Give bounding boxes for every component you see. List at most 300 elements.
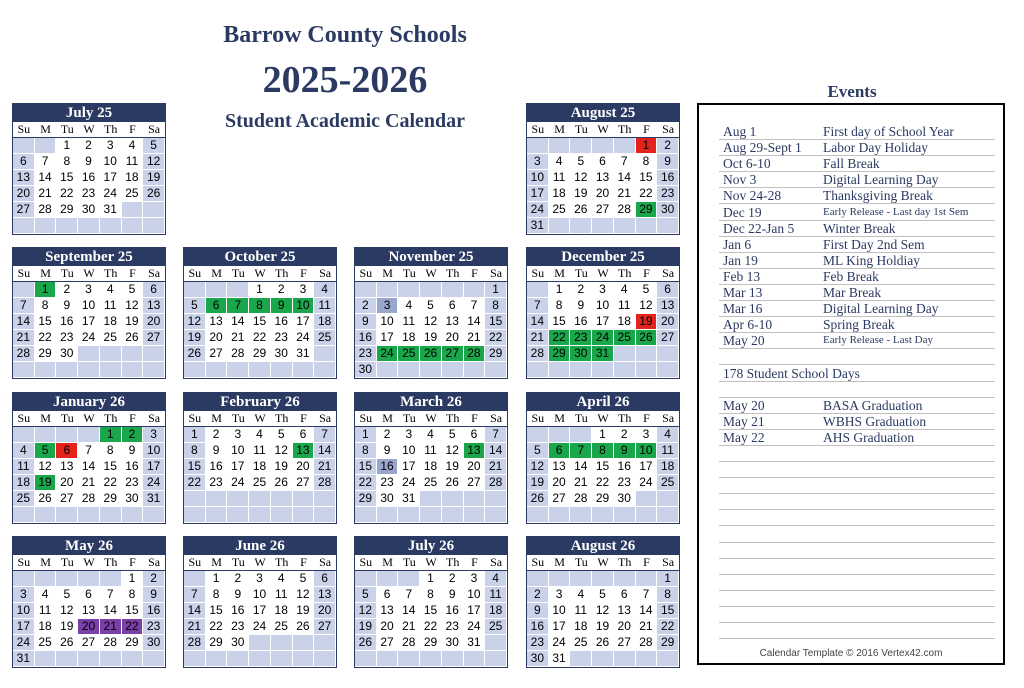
weekday-header-row (184, 266, 336, 282)
blank-line (719, 477, 995, 478)
event-description: ML King Holdiay (823, 252, 920, 268)
month-august-25 (526, 103, 680, 235)
month-header: July 25 (13, 104, 165, 122)
weekday-label: M (554, 555, 565, 569)
day-cell: 21 (614, 186, 636, 202)
empty-cell (614, 651, 636, 667)
day-cell: 25 (100, 330, 122, 346)
empty-cell (314, 507, 336, 523)
day-cell: 13 (293, 443, 315, 459)
day-cell: 3 (527, 154, 549, 170)
day-cell: 15 (657, 603, 679, 619)
weekday-label: W (425, 266, 437, 280)
template-credit: Calendar Template © 2016 Vertex42.com (759, 648, 943, 659)
day-cell: 25 (314, 330, 336, 346)
day-cell: 25 (13, 491, 35, 507)
day-cell: 10 (398, 443, 420, 459)
day-cell: 21 (314, 459, 336, 475)
day-cell: 3 (78, 282, 100, 298)
weekday-label: M (211, 266, 222, 280)
day-cell: 13 (143, 298, 165, 314)
day-cell: 3 (377, 298, 399, 314)
day-cell: 31 (398, 491, 420, 507)
day-cell: 27 (206, 346, 228, 362)
day-cell: 14 (100, 603, 122, 619)
event-description: WBHS Graduation (823, 413, 927, 429)
day-cell: 21 (78, 475, 100, 491)
weekday-label: Su (531, 555, 545, 569)
day-cell: 6 (657, 282, 679, 298)
day-cell: 22 (35, 330, 57, 346)
day-cell: 23 (78, 186, 100, 202)
day-cell: 18 (122, 170, 144, 186)
empty-cell (249, 651, 271, 667)
event-date: Aug 29-Sept 1 (723, 140, 802, 156)
event-date: Oct 6-10 (723, 156, 771, 172)
day-cell: 18 (614, 314, 636, 330)
weekday-label: Tu (231, 266, 245, 280)
weekday-label: W (254, 266, 266, 280)
weekday-label: F (129, 266, 136, 280)
empty-cell (355, 571, 377, 587)
empty-cell (592, 362, 614, 378)
month-header: August 26 (527, 537, 679, 555)
day-cell: 11 (657, 443, 679, 459)
empty-cell (549, 218, 571, 234)
day-cell: 24 (78, 330, 100, 346)
weekday-label: F (643, 411, 650, 425)
day-cell: 19 (442, 459, 464, 475)
day-cell: 28 (13, 346, 35, 362)
blank-line (719, 558, 995, 559)
day-cell: 14 (78, 459, 100, 475)
day-cell: 8 (184, 443, 206, 459)
day-cell: 29 (485, 346, 507, 362)
day-cell: 23 (442, 619, 464, 635)
day-cell: 5 (184, 298, 206, 314)
day-cell: 28 (570, 491, 592, 507)
empty-cell (184, 362, 206, 378)
day-cell: 23 (570, 330, 592, 346)
day-cell: 18 (570, 619, 592, 635)
day-cell: 3 (13, 587, 35, 603)
empty-cell (184, 507, 206, 523)
empty-cell (13, 138, 35, 154)
day-cell: 5 (636, 282, 658, 298)
day-cell: 27 (314, 619, 336, 635)
weekday-header-row (355, 555, 507, 571)
day-cell: 15 (122, 603, 144, 619)
event-description: First day of School Year (823, 124, 954, 139)
day-cell: 20 (206, 330, 228, 346)
empty-cell (100, 571, 122, 587)
day-cell: 29 (35, 346, 57, 362)
day-cell: 8 (122, 587, 144, 603)
empty-cell (227, 491, 249, 507)
day-cell: 26 (355, 635, 377, 651)
day-cell: 8 (657, 587, 679, 603)
day-cell: 25 (122, 186, 144, 202)
day-cell: 13 (314, 587, 336, 603)
empty-cell (636, 491, 658, 507)
weekday-label: F (471, 266, 478, 280)
month-header: November 25 (355, 248, 507, 266)
weekday-label: W (597, 411, 609, 425)
weekday-label: Sa (319, 411, 332, 425)
day-cell: 31 (527, 218, 549, 234)
empty-cell (355, 507, 377, 523)
event-date: Mar 13 (723, 285, 763, 300)
day-cell: 24 (293, 330, 315, 346)
weekday-label: Tu (402, 411, 416, 425)
day-grid (355, 571, 507, 667)
day-cell: 2 (570, 282, 592, 298)
weekday-label: Tu (574, 266, 588, 280)
weekday-header-row (13, 266, 165, 282)
weekday-label: Th (618, 411, 632, 425)
district-title: Barrow County Schools (223, 22, 467, 48)
empty-cell (293, 362, 315, 378)
day-cell: 22 (485, 330, 507, 346)
day-cell: 10 (293, 298, 315, 314)
school-days-summary (719, 365, 995, 382)
weekday-header-row (527, 411, 679, 427)
day-cell: 7 (35, 154, 57, 170)
weekday-label: W (597, 266, 609, 280)
day-cell: 24 (464, 619, 486, 635)
empty-cell (35, 427, 57, 443)
day-cell: 1 (249, 282, 271, 298)
day-cell: 29 (636, 202, 658, 218)
day-grid (13, 427, 165, 523)
day-cell: 26 (420, 346, 442, 362)
day-cell: 9 (377, 443, 399, 459)
day-cell: 7 (398, 587, 420, 603)
empty-cell (143, 362, 165, 378)
event-description: AHS Graduation (823, 429, 915, 445)
day-cell: 17 (527, 186, 549, 202)
day-cell: 20 (614, 619, 636, 635)
empty-cell (570, 138, 592, 154)
day-cell: 29 (122, 635, 144, 651)
month-header: July 26 (355, 537, 507, 555)
weekday-label: W (597, 122, 609, 136)
day-grid (184, 282, 336, 378)
weekday-label: F (471, 411, 478, 425)
day-cell: 23 (355, 346, 377, 362)
day-cell: 10 (549, 603, 571, 619)
month-header: May 26 (13, 537, 165, 555)
day-cell: 27 (13, 202, 35, 218)
weekday-label: Su (531, 411, 545, 425)
day-cell: 23 (377, 475, 399, 491)
day-cell: 12 (293, 587, 315, 603)
day-cell: 17 (549, 619, 571, 635)
day-cell: 12 (143, 154, 165, 170)
empty-cell (100, 218, 122, 234)
empty-cell (614, 346, 636, 362)
weekday-label: Su (188, 555, 202, 569)
day-cell: 31 (592, 346, 614, 362)
weekday-label: Su (17, 122, 31, 136)
blank-line (719, 493, 995, 494)
day-cell: 10 (377, 314, 399, 330)
event-date: May 21 (723, 413, 765, 429)
empty-cell (314, 651, 336, 667)
weekday-label: M (382, 555, 393, 569)
day-cell: 9 (614, 443, 636, 459)
blank-line (719, 509, 995, 510)
event-row (719, 236, 995, 253)
day-cell: 7 (464, 298, 486, 314)
month-july-26 (354, 536, 508, 668)
empty-cell (78, 651, 100, 667)
day-cell: 31 (549, 651, 571, 667)
day-cell: 4 (249, 427, 271, 443)
day-cell: 26 (143, 186, 165, 202)
empty-cell (420, 362, 442, 378)
day-cell: 2 (377, 427, 399, 443)
day-cell: 24 (398, 475, 420, 491)
weekday-label: M (211, 411, 222, 425)
event-date: Jan 6 (723, 236, 752, 252)
day-cell: 24 (227, 475, 249, 491)
day-cell: 8 (56, 154, 78, 170)
day-cell: 14 (35, 170, 57, 186)
day-cell: 4 (420, 427, 442, 443)
day-cell: 22 (420, 619, 442, 635)
event-date: May 20 (723, 333, 765, 349)
day-cell: 27 (377, 635, 399, 651)
empty-cell (527, 427, 549, 443)
day-cell: 19 (293, 603, 315, 619)
empty-cell (35, 507, 57, 523)
day-cell: 19 (143, 170, 165, 186)
day-cell: 28 (614, 202, 636, 218)
event-row (719, 155, 995, 172)
weekday-label: Tu (60, 266, 74, 280)
empty-cell (271, 635, 293, 651)
weekday-label: F (300, 555, 307, 569)
month-february-26 (183, 392, 337, 524)
empty-cell (636, 651, 658, 667)
day-cell: 2 (143, 571, 165, 587)
day-cell: 12 (442, 443, 464, 459)
event-date: Aug 1 (723, 124, 757, 139)
day-cell: 20 (293, 459, 315, 475)
day-cell: 22 (592, 475, 614, 491)
empty-cell (570, 651, 592, 667)
day-cell: 22 (249, 330, 271, 346)
day-cell: 5 (442, 427, 464, 443)
weekday-label: Sa (319, 266, 332, 280)
month-header: October 25 (184, 248, 336, 266)
day-cell: 18 (549, 186, 571, 202)
day-cell: 16 (227, 603, 249, 619)
empty-cell (143, 346, 165, 362)
day-cell: 18 (657, 459, 679, 475)
event-date: Jan 19 (723, 252, 758, 268)
day-cell: 5 (56, 587, 78, 603)
empty-cell (614, 138, 636, 154)
weekday-label: F (300, 266, 307, 280)
month-header: August 25 (527, 104, 679, 122)
empty-cell (314, 346, 336, 362)
day-cell: 12 (35, 459, 57, 475)
day-cell: 18 (35, 619, 57, 635)
day-cell: 25 (549, 202, 571, 218)
day-cell: 12 (636, 298, 658, 314)
day-cell: 11 (100, 298, 122, 314)
empty-cell (78, 218, 100, 234)
month-header: March 26 (355, 393, 507, 411)
empty-cell (227, 507, 249, 523)
day-cell: 11 (420, 443, 442, 459)
empty-cell (377, 282, 399, 298)
empty-cell (377, 507, 399, 523)
empty-cell (355, 282, 377, 298)
day-cell: 12 (56, 603, 78, 619)
event-date: Dec 19 (723, 204, 762, 220)
day-grid (355, 282, 507, 378)
day-cell: 14 (184, 603, 206, 619)
weekday-label: Sa (148, 555, 161, 569)
day-cell: 29 (657, 635, 679, 651)
day-cell: 27 (143, 330, 165, 346)
event-row (719, 171, 995, 188)
day-grid (184, 427, 336, 523)
day-cell: 7 (314, 427, 336, 443)
empty-cell (78, 362, 100, 378)
empty-cell (78, 346, 100, 362)
day-cell: 28 (227, 346, 249, 362)
empty-cell (377, 362, 399, 378)
day-cell: 19 (636, 314, 658, 330)
empty-cell (35, 651, 57, 667)
month-october-25 (183, 247, 337, 379)
weekday-label: Th (275, 555, 289, 569)
day-cell: 31 (464, 635, 486, 651)
event-row (719, 316, 995, 333)
day-cell: 15 (249, 314, 271, 330)
event-description: Feb Break (823, 268, 879, 284)
month-header: June 26 (184, 537, 336, 555)
empty-cell (570, 218, 592, 234)
day-cell: 18 (398, 330, 420, 346)
day-cell: 19 (355, 619, 377, 635)
day-cell: 12 (527, 459, 549, 475)
day-cell: 25 (35, 635, 57, 651)
empty-cell (592, 218, 614, 234)
day-cell: 13 (657, 298, 679, 314)
weekday-label: M (40, 411, 51, 425)
weekday-label: Tu (574, 555, 588, 569)
day-cell: 1 (100, 427, 122, 443)
day-cell: 24 (377, 346, 399, 362)
empty-cell (614, 362, 636, 378)
weekday-label: W (425, 555, 437, 569)
empty-cell (442, 491, 464, 507)
day-cell: 6 (78, 587, 100, 603)
empty-cell (485, 651, 507, 667)
day-grid (527, 427, 679, 523)
weekday-label: Tu (231, 411, 245, 425)
day-cell: 8 (485, 298, 507, 314)
day-cell: 30 (122, 491, 144, 507)
empty-cell (143, 202, 165, 218)
empty-cell (271, 491, 293, 507)
day-cell: 29 (56, 202, 78, 218)
weekday-label: Sa (490, 411, 503, 425)
day-cell: 25 (249, 475, 271, 491)
day-cell: 13 (614, 603, 636, 619)
empty-cell (485, 491, 507, 507)
weekday-label: Sa (662, 266, 675, 280)
day-cell: 2 (271, 282, 293, 298)
day-cell: 15 (206, 603, 228, 619)
day-cell: 10 (100, 154, 122, 170)
day-cell: 16 (377, 459, 399, 475)
weekday-label: Tu (574, 411, 588, 425)
day-cell: 13 (78, 603, 100, 619)
empty-cell (206, 651, 228, 667)
event-date: May 20 (723, 397, 765, 413)
day-cell: 24 (592, 330, 614, 346)
empty-cell (56, 651, 78, 667)
weekday-label: Sa (662, 555, 675, 569)
day-cell: 14 (527, 314, 549, 330)
day-cell: 3 (464, 571, 486, 587)
empty-cell (527, 138, 549, 154)
day-cell: 3 (249, 571, 271, 587)
month-june-26 (183, 536, 337, 668)
day-cell: 17 (293, 314, 315, 330)
empty-cell (592, 571, 614, 587)
day-cell: 20 (657, 314, 679, 330)
weekday-label: F (129, 122, 136, 136)
day-cell: 1 (485, 282, 507, 298)
day-cell: 2 (56, 282, 78, 298)
day-cell: 28 (398, 635, 420, 651)
empty-cell (206, 507, 228, 523)
empty-cell (13, 218, 35, 234)
empty-cell (293, 651, 315, 667)
day-cell: 29 (206, 635, 228, 651)
day-cell: 10 (143, 443, 165, 459)
day-cell: 26 (442, 475, 464, 491)
day-cell: 21 (636, 619, 658, 635)
day-cell: 5 (35, 443, 57, 459)
day-cell: 16 (206, 459, 228, 475)
day-cell: 28 (636, 635, 658, 651)
day-cell: 12 (184, 314, 206, 330)
day-grid (527, 571, 679, 667)
day-cell: 27 (464, 475, 486, 491)
empty-cell (56, 427, 78, 443)
blank-line (719, 590, 995, 591)
day-cell: 3 (227, 427, 249, 443)
day-cell: 31 (13, 651, 35, 667)
empty-cell (184, 491, 206, 507)
month-march-26 (354, 392, 508, 524)
day-cell: 23 (657, 186, 679, 202)
empty-cell (13, 362, 35, 378)
day-cell: 26 (56, 635, 78, 651)
empty-cell (314, 635, 336, 651)
day-cell: 14 (570, 459, 592, 475)
day-cell: 30 (143, 635, 165, 651)
day-cell: 19 (420, 330, 442, 346)
